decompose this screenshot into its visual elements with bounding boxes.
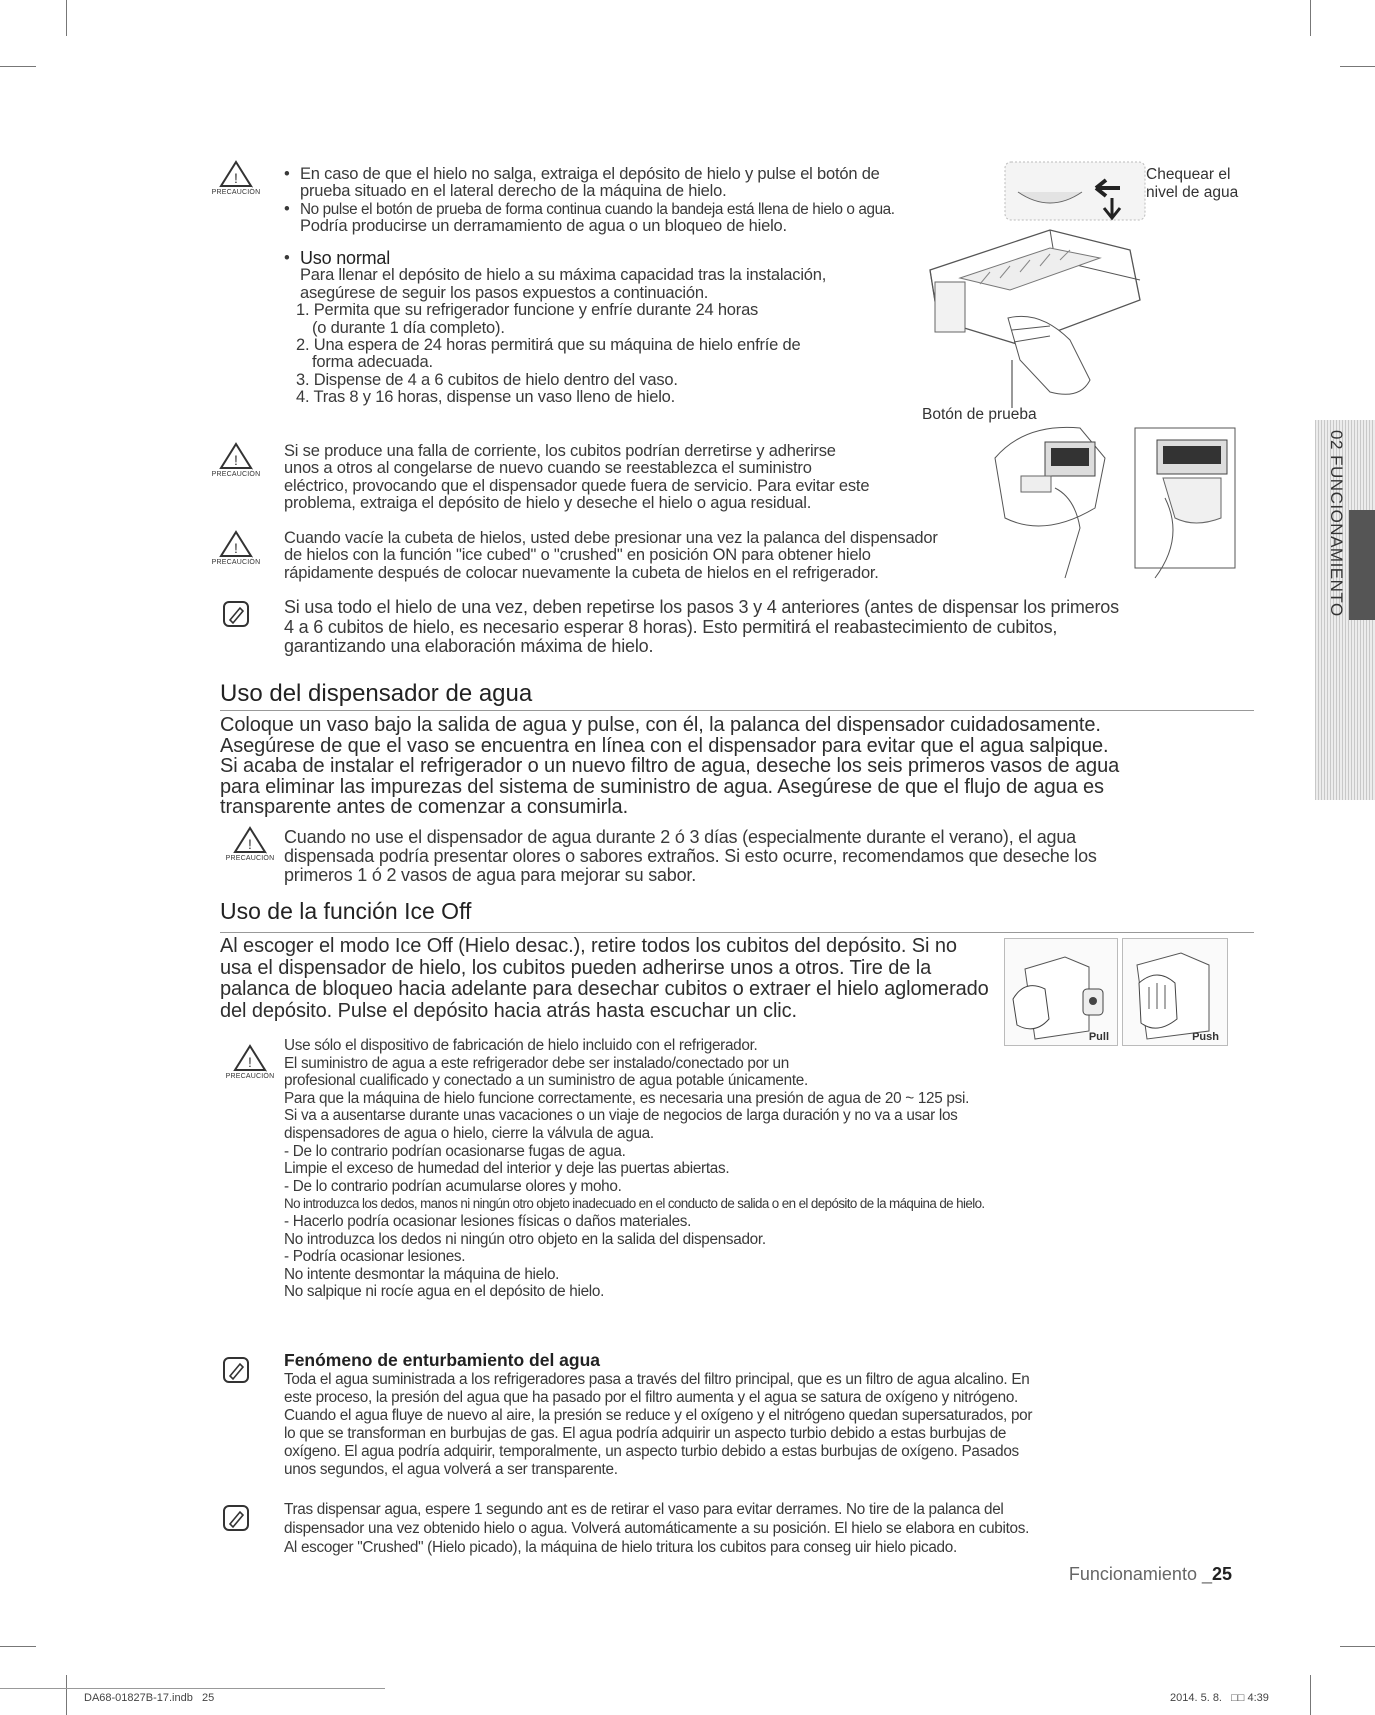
test-button-callout: Botón de prueba	[922, 406, 1037, 423]
water-level-callout: Chequear el nivel de agua	[1146, 166, 1239, 201]
pull-push-figure	[1004, 938, 1226, 1048]
note-icon	[222, 1504, 250, 1537]
chapter-tab-label: 02 FUNCIONAMIENTO	[1327, 430, 1346, 617]
caution-label: PRECAUCIÓN	[225, 855, 275, 862]
water-dispenser-body: Coloque un vaso bajo la salida de agua y pulse, con él, la palanca del dispensador cuidadosamente. Asegúrese de que el vaso se encuentra en línea con el dispensador para evitar que el agua salpique. Si acaba de instalar el refrigerador o un nuevo filtro de agua, deseche los seis primeros vasos de agua para eliminar las impurezas del sistema de suministro de agua. Asegúrese de que el flujo de agua es transparente antes de comenzar a consumirla.	[220, 714, 1120, 819]
print-slug-file: DA68-01827B-17.indb 25	[84, 1692, 215, 1704]
caution-icon	[206, 530, 266, 566]
step: forma adecuada.	[312, 353, 433, 372]
bullet-item: • En caso de que el hielo no salga, extraiga el depósito de hielo y pulse el botón de prueba situado en el lateral derecho de la máquina de hielo.	[284, 166, 1004, 201]
crop-mark	[1340, 1646, 1375, 1647]
svg-text:!: !	[234, 170, 238, 186]
section-divider	[220, 710, 1254, 711]
page-footer	[1069, 1564, 1232, 1585]
caution-icon	[206, 160, 266, 196]
push-label: Push	[1192, 1031, 1219, 1043]
caution-label: PRECAUCIÓN	[211, 471, 261, 478]
ice-usage-note: Si usa todo el hielo de una vez, deben repetirse los pasos 3 y 4 anteriores (antes de dispensar los primeros 4 a 6 cubitos de hielo, es necesario esperar 8 horas). Esto permitirá el reabastecimiento de cubitos, garantizando una elaboración máxima de hielo.	[284, 597, 1119, 656]
ice-maker-figure	[900, 160, 1260, 430]
crop-mark	[0, 1646, 36, 1647]
page-number: 25	[1211, 1564, 1232, 1584]
svg-text:!: !	[248, 1054, 252, 1070]
step: 2. Una espera de 24 horas permitirá que su máquina de hielo enfríe de	[296, 336, 801, 355]
pull-panel	[1004, 938, 1118, 1046]
step: 3. Dispense de 4 a 6 cubitos de hielo dentro del vaso.	[296, 370, 678, 389]
caution-icon	[220, 826, 280, 862]
crop-mark	[1310, 1675, 1311, 1715]
dispense-tip-note: Tras dispensar agua, espere 1 segundo ant es de retirar el vaso para evitar derrames. No tire de la palanca del dispensador una vez obtenido hielo o agua. Volverá automáticamente a su posición. El hielo se elabora en cubitos. Al escoger "Crushed" (Hielo picado), la máquina de hielo tritura los cubitos para conseg uir hielo picado.	[284, 1501, 1030, 1556]
step: (o durante 1 día completo).	[312, 318, 505, 337]
caution-label: PRECAUCIÓN	[211, 189, 261, 196]
uso-normal-title: • Uso normal	[300, 248, 391, 268]
uso-normal-block: • Uso normal Para llenar el depósito de hielo a su máxima capacidad tras la instalación, asegúrese de seguir los pasos expuestos a continuación. 1. Permita que su refrigerador funcione y enfríe durante 24 horas (o durante 1 día completo). 2. Una espera de 24 horas permitirá que su máquina de hielo enfríe de forma adecuada. 3. Dispense de 4 a 6 cubitos de hielo dentro del vaso. 4. Tras 8 y 16 horas, dispense un vaso lleno de hielo.	[284, 250, 904, 407]
ice-off-caution-list: Use sólo el dispositivo de fabricación de hielo incluido con el refrigerador. El suministro de agua a este refrigerador debe ser instalado/conectado por un profesional cualificado y conectado a un suministro de agua potable únicamente. Para que la máquina de hielo funcione correctamente, es necesaria una presión de agua de 20 ~ 125 psi. Si va a ausentarse durante unas vacaciones o un viaje de negocios de larga duración y no va a usar los dispensadores de agua o hielo, cierre la válvula de agua. - De lo contrario podrían ocasionarse fugas de agua. Limpie el exceso de humedad del interior y deje las puertas abiertas. - De lo contrario podrían acumularse olores y moho. No introduzca los dedos, manos ni ningún otro objeto inadecuado en el conducto de salida o en el depósito de la máquina de hielo. - Hacerlo podría ocasionar lesiones físicas o daños materiales. No introduzca los dedos ni ningún otro objeto en la salida del dispensador. - Podría ocasionar lesiones. No intente desmontar la máquina de hielo. No salpique ni rocíe agua en el depósito de hielo.	[284, 1037, 985, 1301]
crop-mark	[0, 66, 36, 67]
bullet-item: • No pulse el botón de prueba de forma continua cuando la bandeja está llena de hielo o agua. Podría producirse un derramamiento de agua o un bloqueo de hielo.	[284, 201, 1004, 236]
caution-label: PRECAUCIÓN	[225, 1073, 275, 1080]
caution-bullets	[284, 166, 1004, 236]
crop-mark	[1310, 0, 1311, 36]
cloudy-water-title: Fenómeno de enturbamiento del agua	[284, 1350, 601, 1370]
caution-icon	[220, 1044, 280, 1080]
svg-text:!: !	[234, 540, 238, 556]
ice-bin-caution: Cuando vacíe la cubeta de hielos, usted debe presionar una vez la palanca del dispensador de hielos con la función "ice cubed" o "crushed" en posición ON para obtener hielo rápidamente después de colocar nuevamente la cubeta de hielos en el refrigerador.	[284, 529, 938, 582]
cloudy-water-body: Toda el agua suministrada a los refrigeradores pasa a través del filtro principal, que es un filtro de agua alcalino. En este proceso, la presión del agua que ha pasado por el filtro aumenta y el agua se satura de oxígeno y nitrógeno. Cuando el agua fluye de nuevo al aire, la presión se reduce y el oxígeno y el nitrógeno quedan supersaturados, por lo que se transforman en burbujas de gas. El agua podría adquirir un aspecto turbio debido a estas burbujas de oxígeno. El agua podría adquirir, temporalmente, un aspecto turbio debido a estas burbujas de oxígeno. Pasados unos segundos, el agua volverá a ser transparente.	[284, 1371, 1033, 1478]
crop-mark	[1340, 66, 1375, 67]
power-failure-caution: Si se produce una falla de corriente, los cubitos podrían derretirse y adherirse unos a otros al congelarse de nuevo cuando se reestablezca el suministro eléctrico, provocando que el dispensador quede fuera de servicio. Para evitar este problema, extraiga el depósito de hielo y deseche el hielo o agua residual.	[284, 442, 870, 513]
chapter-tab-marker	[1349, 510, 1375, 620]
caution-label: PRECAUCIÓN	[211, 559, 261, 566]
crop-mark	[66, 0, 67, 36]
caution-icon	[206, 442, 266, 478]
section-divider	[220, 932, 1254, 933]
footer-section: Funcionamiento _	[1068, 1564, 1212, 1584]
print-slug-date: 2014. 5. 8. □□ 4:39	[1170, 1692, 1269, 1704]
note-icon	[222, 600, 250, 633]
ice-off-body: Al escoger el modo Ice Off (Hielo desac.), retire todos los cubitos del depósito. Si no usa el dispensador de hielo, los cubitos pueden adherirse unos a otros. Tire de la palanca de bloqueo hacia adelante para desechar cubitos o extraer el hielo aglomerado del depósito. Pulse el depósito hacia atrás hasta escuchar un clic.	[220, 935, 989, 1022]
note-icon	[222, 1356, 250, 1389]
section-title-water-dispenser: Uso del dispensador de agua	[220, 680, 533, 707]
push-panel	[1122, 938, 1228, 1046]
pull-label: Pull	[1088, 1031, 1109, 1043]
svg-text:!: !	[234, 452, 238, 468]
crop-mark	[66, 1675, 67, 1715]
section-title-ice-off: Uso de la función Ice Off	[220, 898, 472, 924]
step: 4. Tras 8 y 16 horas, dispense un vaso lleno de hielo.	[296, 388, 676, 407]
slug-rule	[0, 1688, 385, 1689]
water-dispenser-caution: Cuando no use el dispensador de agua durante 2 ó 3 días (especialmente durante el verano), el agua dispensada podría presentar olores o sabores extraños. Si esto ocurre, recomendamos que deseche los primeros 1 ó 2 vasos de agua para mejorar su sabor.	[284, 827, 1097, 885]
svg-text:!: !	[248, 836, 252, 852]
step: 1. Permita que su refrigerador funcione y enfríe durante 24 horas	[296, 301, 759, 320]
